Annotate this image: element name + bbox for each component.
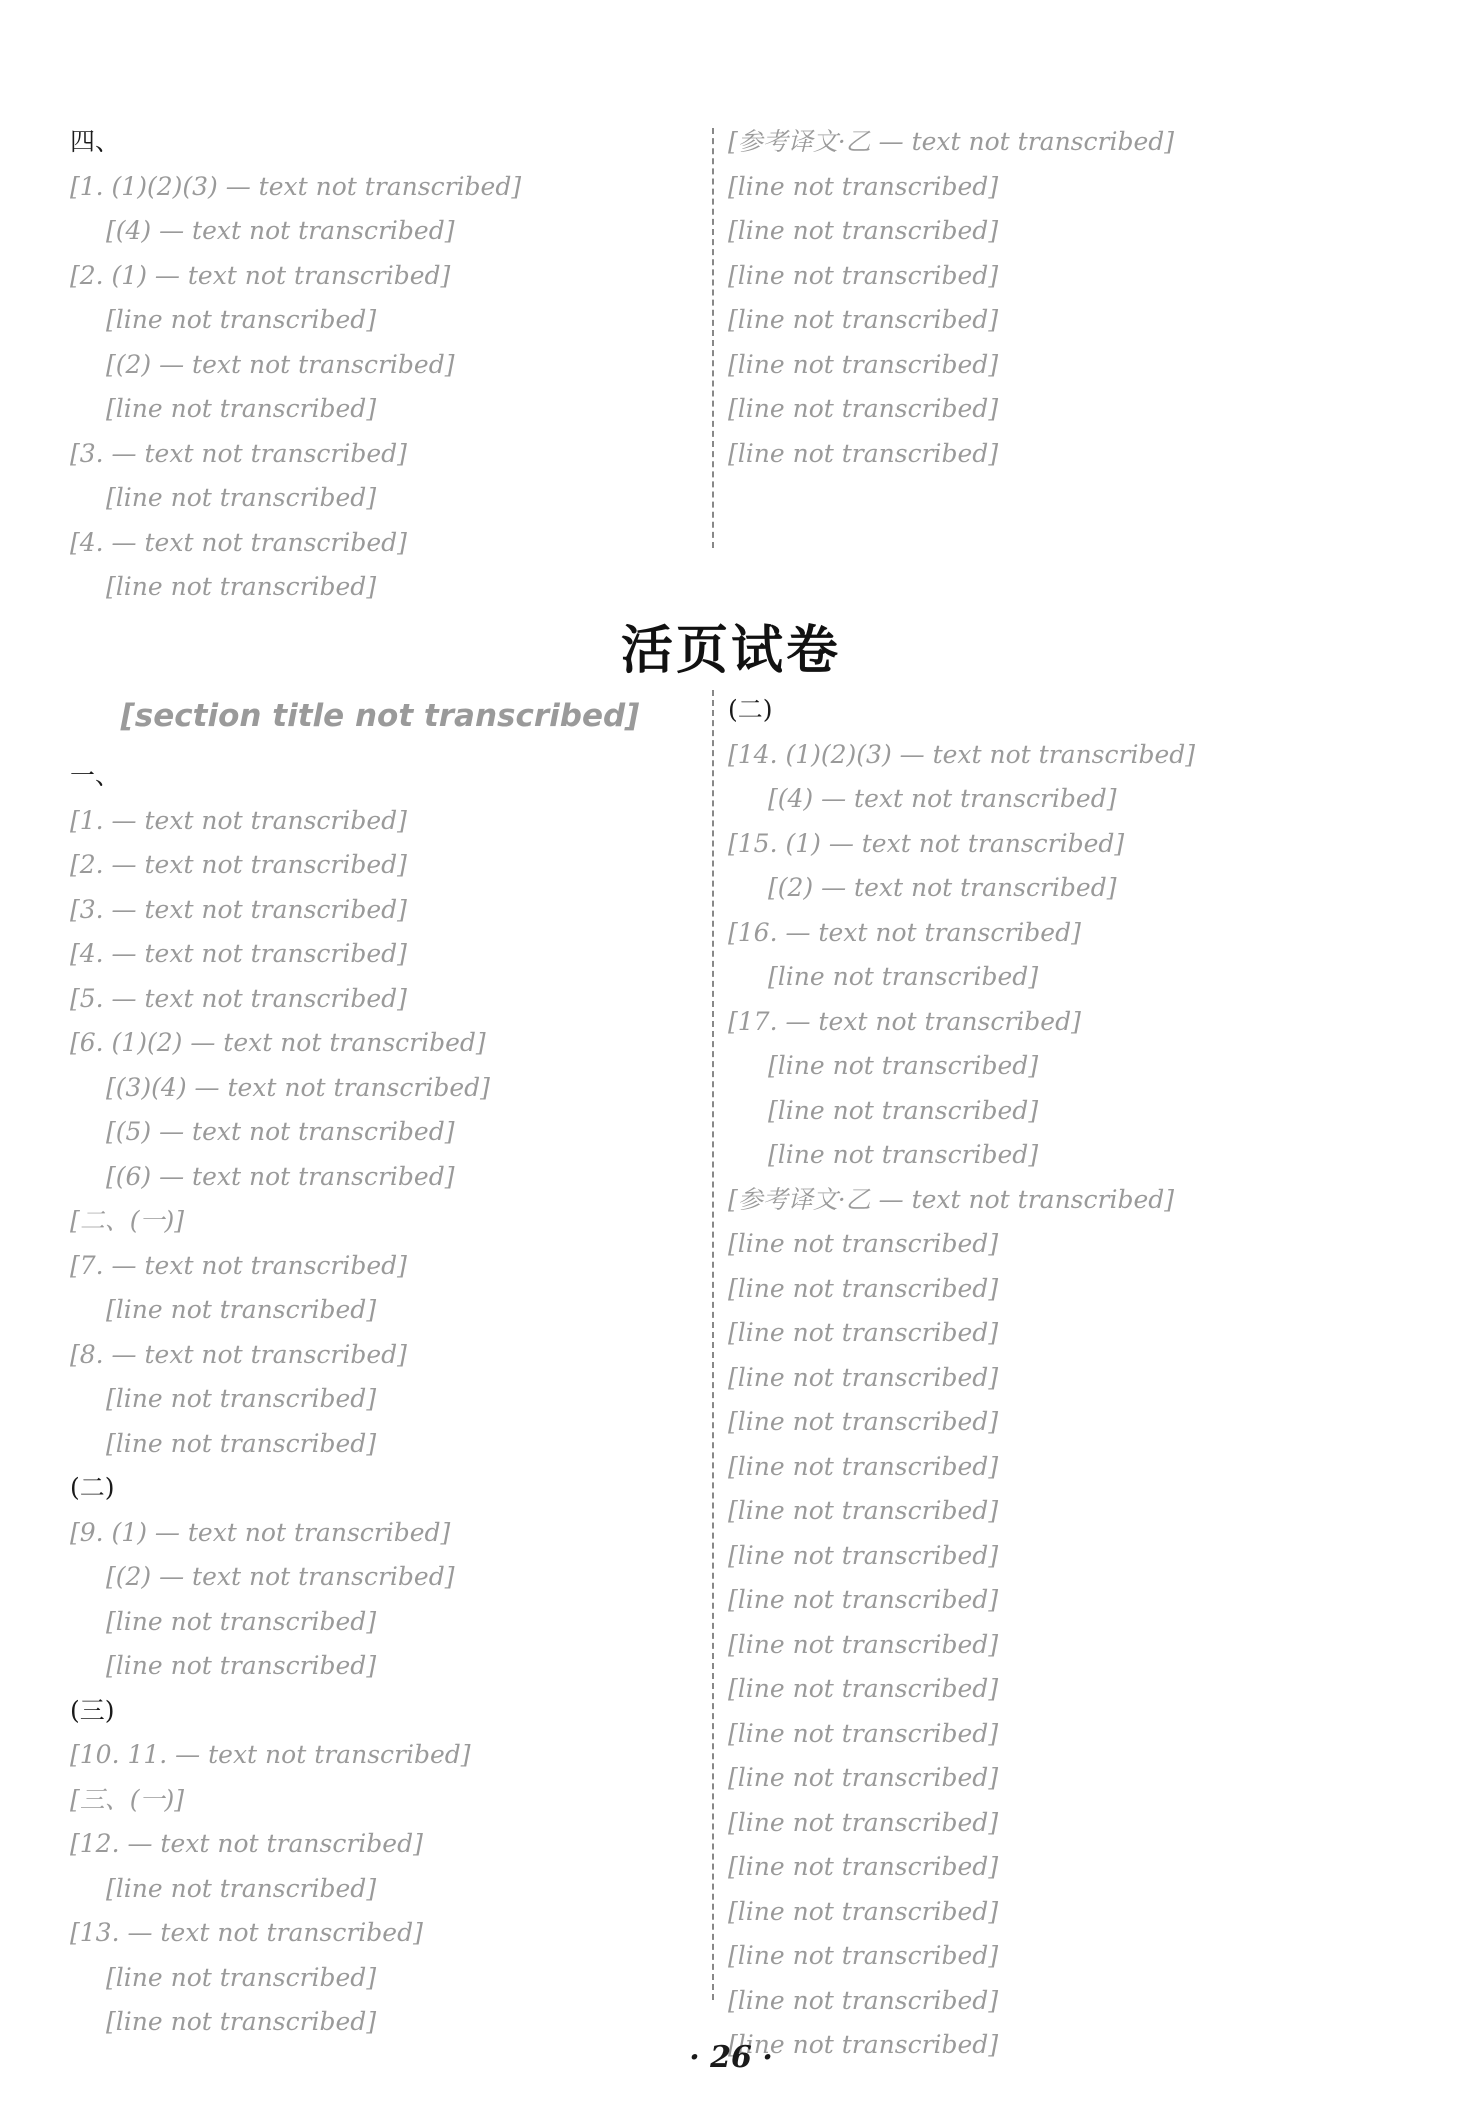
- text-line: [三、(一)]: [70, 1784, 185, 1814]
- text-line: [10. 11. — text not transcribed]: [70, 1740, 471, 1769]
- text-line: [line not transcribed]: [728, 1229, 999, 1258]
- text-line: [2. — text not transcribed]: [70, 850, 407, 879]
- text-line: [16. — text not transcribed]: [728, 917, 1081, 947]
- text-line: [line not transcribed]: [728, 1674, 999, 1703]
- top-right-column: [728, 120, 1378, 476]
- text-line: [line not transcribed]: [728, 394, 999, 423]
- text-line: [line not transcribed]: [728, 260, 999, 290]
- text-line: [4. — text not transcribed]: [70, 527, 407, 557]
- text-line: [line not transcribed]: [728, 305, 999, 334]
- text-line: [4. — text not transcribed]: [70, 939, 407, 968]
- section-title: [section title not transcribed]: [120, 698, 640, 734]
- text-line: [line not transcribed]: [728, 1451, 999, 1481]
- answer-lines: [728, 688, 1378, 2068]
- text-line: [line not transcribed]: [106, 1962, 377, 1992]
- text-line: [line not transcribed]: [728, 1852, 999, 1881]
- text-line: [二、(一)]: [70, 1206, 185, 1235]
- text-line: [line not transcribed]: [728, 1273, 999, 1303]
- text-line: [(2) — text not transcribed]: [106, 349, 455, 379]
- top-left-column: [70, 120, 690, 610]
- text-line: [line not transcribed]: [728, 349, 999, 379]
- text-line: [line not transcribed]: [728, 1407, 999, 1436]
- text-line: [line not transcribed]: [106, 1295, 377, 1324]
- text-line: [line not transcribed]: [728, 1318, 999, 1347]
- text-line: [line not transcribed]: [728, 1540, 999, 1570]
- text-line: [(4) — text not transcribed]: [768, 784, 1117, 813]
- text-line: [1. (1)(2)(3) — text not transcribed]: [70, 171, 522, 201]
- text-line: [7. — text not transcribed]: [70, 1250, 407, 1280]
- text-line: [line not transcribed]: [728, 1629, 999, 1659]
- translation-lines: [728, 120, 1378, 476]
- text-line: [line not transcribed]: [106, 394, 377, 423]
- text-line: 一、: [70, 761, 121, 790]
- text-line: [line not transcribed]: [106, 1606, 377, 1636]
- text-line: [line not transcribed]: [106, 1873, 377, 1903]
- text-line: [12. — text not transcribed]: [70, 1829, 423, 1858]
- text-line: (三): [70, 1695, 115, 1725]
- text-line: [line not transcribed]: [728, 1718, 999, 1748]
- text-line: [line not transcribed]: [728, 1362, 999, 1392]
- answer-lines: [70, 754, 690, 2045]
- text-line: [15. (1) — text not transcribed]: [728, 828, 1125, 858]
- text-line: [line not transcribed]: [728, 171, 999, 201]
- text-line: [line not transcribed]: [106, 483, 377, 512]
- text-line: (二): [728, 695, 773, 724]
- text-line: [line not transcribed]: [106, 1651, 377, 1680]
- text-line: [3. — text not transcribed]: [70, 894, 407, 924]
- text-line: [line not transcribed]: [728, 1763, 999, 1792]
- text-line: (二): [70, 1473, 115, 1502]
- text-line: [line not transcribed]: [728, 1807, 999, 1837]
- text-line: [14. (1)(2)(3) — text not transcribed]: [728, 739, 1196, 769]
- text-line: [line not transcribed]: [728, 2030, 999, 2059]
- text-line: [line not transcribed]: [106, 1384, 377, 1413]
- text-line: [(5) — text not transcribed]: [106, 1117, 455, 1146]
- text-line: [5. — text not transcribed]: [70, 983, 407, 1013]
- text-line: [line not transcribed]: [728, 438, 999, 468]
- text-line: [line not transcribed]: [106, 305, 377, 334]
- column-divider: [712, 128, 714, 548]
- page-number: · 26 ·: [689, 2040, 773, 2075]
- text-line: [9. (1) — text not transcribed]: [70, 1517, 451, 1547]
- text-line: [line not transcribed]: [728, 1585, 999, 1614]
- text-line: [2. (1) — text not transcribed]: [70, 260, 451, 290]
- text-line: [line not transcribed]: [768, 1095, 1039, 1125]
- text-line: [1. — text not transcribed]: [70, 805, 407, 835]
- text-line: [line not transcribed]: [728, 1985, 999, 2015]
- bottom-left-column: [70, 688, 690, 2045]
- text-line: [line not transcribed]: [728, 1496, 999, 1525]
- column-divider: [712, 690, 714, 2000]
- text-line: [line not transcribed]: [728, 1941, 999, 1970]
- text-line: [(3)(4) — text not transcribed]: [106, 1072, 490, 1102]
- text-line: [(2) — text not transcribed]: [106, 1562, 455, 1591]
- answer-lines: [70, 165, 690, 610]
- text-line: [参考译文·乙 — text not transcribed]: [728, 127, 1175, 156]
- text-line: [(4) — text not transcribed]: [106, 216, 455, 245]
- text-line: [line not transcribed]: [728, 1896, 999, 1926]
- text-line: [line not transcribed]: [106, 2007, 377, 2036]
- bottom-right-column: [728, 688, 1378, 2068]
- text-line: [参考译文·乙 — text not transcribed]: [728, 1184, 1175, 1214]
- text-line: [(6) — text not transcribed]: [106, 1161, 455, 1191]
- text-line: [3. — text not transcribed]: [70, 438, 407, 468]
- text-line: [line not transcribed]: [768, 1051, 1039, 1080]
- text-line: [line not transcribed]: [768, 1140, 1039, 1169]
- banner-title: 活页试卷: [620, 621, 841, 681]
- text-line: [6. (1)(2) — text not transcribed]: [70, 1028, 486, 1057]
- text-line: [(2) — text not transcribed]: [768, 873, 1117, 902]
- text-line: [line not transcribed]: [106, 572, 377, 601]
- text-line: [line not transcribed]: [768, 962, 1039, 991]
- text-line: [line not transcribed]: [106, 1428, 377, 1458]
- section-header: 四、: [70, 127, 121, 156]
- text-line: [17. — text not transcribed]: [728, 1006, 1081, 1036]
- text-line: [8. — text not transcribed]: [70, 1339, 407, 1369]
- text-line: [line not transcribed]: [728, 216, 999, 245]
- text-line: [13. — text not transcribed]: [70, 1918, 423, 1947]
